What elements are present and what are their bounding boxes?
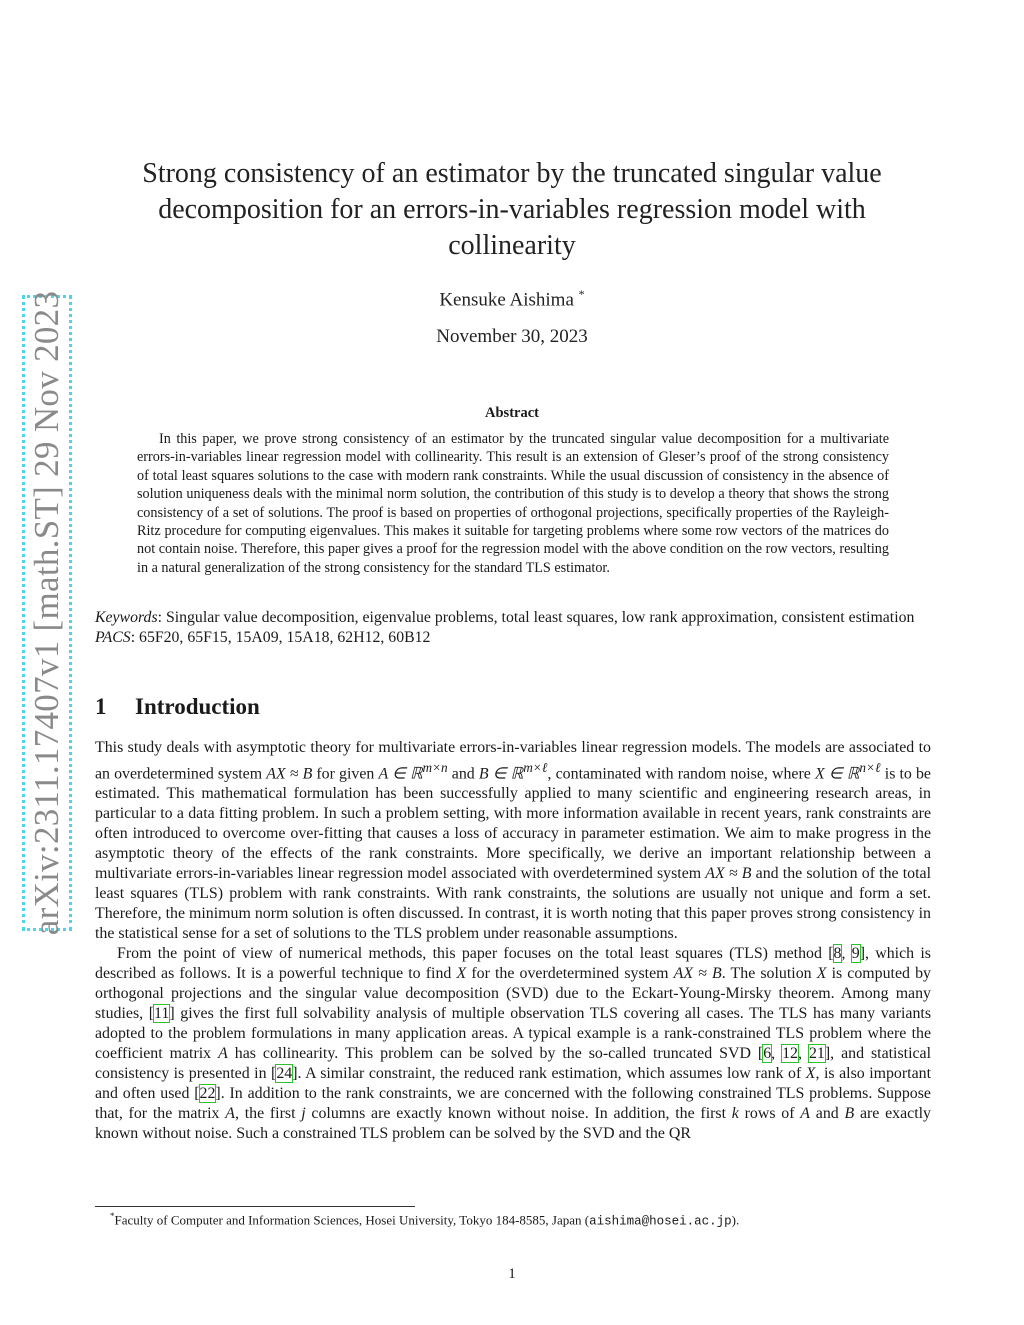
author <box>110 287 914 311</box>
math-A-in-R: A ∈ ℝ <box>378 765 423 783</box>
abstract-text: In this paper, we prove strong consistency of an estimator by the truncated singular value decomposition for a multivariate errors-in-variables linear regression model with collinearity. This result is an extension of Gleser’s proof of the strong consistency of total least squares solutions to the case with modern rank constraints. While the usual discussion of consistency in the absence of solution uniqueness deals with the minimal norm solution, the contribution of this study is to develop a theory that shows the strong consistency of a set of solutions. The proof is based on properties of orthogonal projections, specifically properties of the Rayleigh-Ritz procedure for computing eigenvalues. This makes it suitable for targeting problems where some row vectors of the matrices do not contain noise. Therefore, this paper gives a proof for the regression model with the above condition on the row vectors, resulting in a natural generalization of the strong consistency for the standard TLS estimator. <box>137 431 889 576</box>
section-heading <box>95 694 260 720</box>
citation-link[interactable]: 11 <box>154 1005 170 1023</box>
publication-date: November 30, 2023 <box>436 326 588 347</box>
citation-link[interactable]: 9 <box>851 945 860 963</box>
email-link[interactable]: aishima@hosei.ac.jp <box>589 1214 732 1229</box>
footnote: *Faculty of Computer and Information Sciences, Hosei University, Tokyo 184-8585, Japan (aishima@hosei.ac.jp). <box>110 1211 740 1229</box>
paragraph: This study deals with asymptotic theory for multivariate errors-in-variables linear regression models. The models are associated to an overdetermined system AX ≈ B for given A ∈ ℝ$^{m\times n}$ and B ∈ ℝ$^{m\times\ell}$, contaminated with random noise, where X ∈ ℝ$^{n\times\ell}$ is to be estimated. This mathematical formulation has been successfully applied to many scientific and engineering research areas, in particular to a data fitting problem. In such a problem setting, with more information available in recent years, rank constraints are often introduced to overcome over-fitting that causes a loss of accuracy in parameter estimation. We aim to make progress in the asymptotic theory of the effects of the rank constraints. More specifically, we derive an important relationship between a multivariate errors-in-variables linear regression model associated with overdetermined system AX ≈ B and the solution of the total least squares (TLS) problem with rank constraints. With rank constraints, the solutions are usually not unique and form a set. Therefore, the minimum norm solution is often discussed. In contrast, it is worth noting that this paper proves strong consistency in the statistical sense for a set of solutions to the TLS problem under reasonable assumptions. <box>95 739 931 943</box>
footnote-text: Faculty of Computer and Information Sciences, Hosei University, Tokyo 184-8585, Japan ( <box>114 1212 590 1228</box>
pacs-text: : 65F20, 65F15, 15A09, 15A18, 62H12, 60B12 <box>130 629 431 646</box>
keywords <box>95 608 931 628</box>
arxiv-id[interactable]: arXiv:2311.17407v1 [math.ST] 29 Nov 2023 <box>27 290 66 936</box>
section-title: Introduction <box>135 694 260 719</box>
math-X-in-R: X ∈ ℝ <box>814 765 860 783</box>
citation-link[interactable]: 8 <box>833 945 842 963</box>
paragraph: From the point of view of numerical methods, this paper focuses on the total least squares (TLS) method [8, 9], which is described as follows. It is a powerful technique to find X for the overdetermined system AX ≈ B. The solution X is computed by orthogonal projections and the singular value decomposition (SVD) due to the Eckart-Young-Mirsky theorem. Among many studies, [11] gives the first full solvability analysis of multiple observation TLS covering all cases. The TLS has many variants adopted to the problem formulations in many application areas. A typical example is a rank-constrained TLS problem where the coefficient matrix A has collinearity. This problem can be solved by the so-called truncated SVD [6, 12, 21], and statistical consistency is presented in [24]. A similar constraint, the reduced rank estimation, which assumes low rank of X, is also important and often used [22]. In addition to the rank constraints, we are concerned with the following constrained TLS problems. Suppose that, for the matrix A, the first j columns are exactly known without noise. In addition, the first k rows of A and B are exactly known without noise. Such a constrained TLS problem can be solved by the SVD and the QR <box>95 945 932 1143</box>
pacs-label: PACS <box>95 629 131 646</box>
footnote-mark: * <box>110 1211 115 1221</box>
citation-link[interactable]: 24 <box>276 1065 293 1083</box>
section-number: 1 <box>95 694 107 719</box>
citation-link[interactable]: 12 <box>782 1045 798 1063</box>
page-number: 1 <box>508 1266 516 1282</box>
abstract-heading: Abstract <box>485 405 539 421</box>
arxiv-stamp <box>22 290 72 936</box>
footnote-divider <box>95 1206 415 1207</box>
citation-link[interactable]: 6 <box>763 1045 772 1063</box>
math-AX-approx-B: AX ≈ B <box>673 965 722 983</box>
math-AX-approx-B: AX ≈ B <box>705 865 752 883</box>
author-footnote-mark[interactable]: * <box>578 287 585 301</box>
citation-link[interactable]: 21 <box>808 1045 825 1063</box>
citation-link[interactable]: 22 <box>199 1085 216 1103</box>
section-body <box>95 738 931 1144</box>
paper-metadata <box>95 608 931 648</box>
author-name: Kensuke Aishima <box>439 289 574 311</box>
math-B-in-R: B ∈ ℝ <box>478 765 524 783</box>
keywords-text: : Singular value decomposition, eigenvalue problems, total least squares, low rank approximation, consistent estimation <box>157 609 915 626</box>
paper-title: Strong consistency of an estimator by the truncated singular value decomposition for an errors-in-variables regression model with collinearity <box>142 158 882 261</box>
keywords-label: Keywords <box>95 609 158 626</box>
math-AX-approx-B: AX ≈ B <box>266 765 313 783</box>
pacs <box>95 628 931 648</box>
